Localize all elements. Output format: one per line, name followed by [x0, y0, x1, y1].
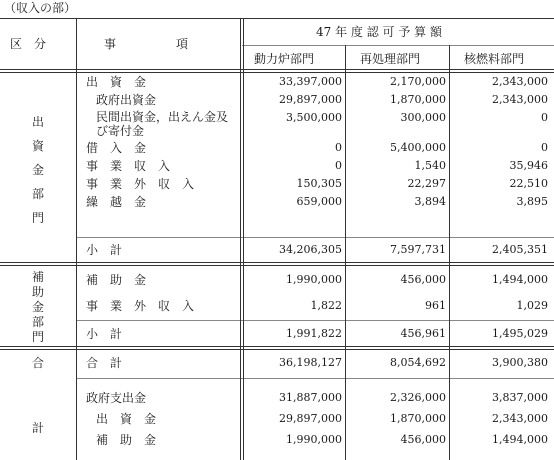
subtotal-cell: 2,405,351: [492, 243, 548, 256]
row-label: 借 入 金: [86, 141, 147, 155]
cell: 22,510: [509, 177, 548, 190]
rule-section2-end: [0, 346, 554, 350]
cell: 35,946: [509, 159, 548, 172]
cell: 0: [335, 159, 342, 172]
row-label: 政府支出金: [86, 391, 147, 405]
subtotal-cell: 7,597,731: [390, 243, 446, 256]
rule-col-kubun: [76, 18, 77, 460]
cell: 456,000: [400, 273, 446, 286]
cell: 29,897,000: [279, 93, 342, 106]
cell: 5,400,000: [390, 141, 446, 154]
cell: 1,029: [516, 299, 548, 312]
subtotal-cell: 1,495,029: [492, 327, 548, 340]
row-label: 民間出資金，出えん金及び寄付金: [96, 110, 229, 138]
total-kubun-top: 合: [32, 356, 45, 370]
budget-table: [0, 18, 554, 460]
cell: 2,343,000: [492, 412, 548, 425]
subtotal-cell: 1,991,822: [286, 327, 342, 340]
cell: 1,540: [414, 159, 446, 172]
cell: 456,000: [400, 433, 446, 446]
rule-subtotal2: [76, 320, 554, 321]
rule-total: [76, 378, 554, 379]
cell: 3,500,000: [286, 111, 342, 124]
rule-section1-end: [0, 262, 554, 266]
cell: 2,343,000: [492, 75, 548, 88]
cell: 0: [541, 141, 548, 154]
subtotal-label: 小 計: [86, 243, 123, 257]
cell: 961: [425, 299, 446, 312]
total-cell: 8,054,692: [390, 356, 446, 369]
cell: 659,000: [296, 195, 342, 208]
header-jikou: 事 項: [104, 37, 189, 51]
total-kubun-bottom: 計: [32, 421, 45, 435]
row-label: 補 助 金: [96, 433, 157, 447]
cell: 31,887,000: [279, 391, 342, 404]
rule-col-2: [449, 45, 450, 460]
subtotal-cell: 34,206,305: [279, 243, 342, 256]
cell: 33,397,000: [279, 75, 342, 88]
cell: 1,822: [310, 299, 342, 312]
cell: 0: [335, 141, 342, 154]
cell: 150,305: [296, 177, 342, 190]
cell: 0: [541, 111, 548, 124]
cell: 2,326,000: [390, 391, 446, 404]
rule-col-items: [240, 18, 244, 460]
total-cell: 36,198,127: [279, 356, 342, 369]
cell: 29,897,000: [279, 412, 342, 425]
header-col-1: 動力炉部門: [254, 52, 315, 66]
rule-col-1: [345, 45, 346, 460]
section-label-shishikin: 出資金部門: [31, 115, 44, 225]
section-label-hojokin: 補助金部門: [31, 270, 44, 344]
rule-header-mid: [242, 45, 554, 46]
header-kubun: 区 分: [10, 37, 47, 51]
row-label: [86, 74, 238, 90]
header-col-2: 再処理部門: [360, 52, 421, 66]
row-label: 事 業 外 収 入: [86, 177, 195, 191]
cell: 2,170,000: [390, 75, 446, 88]
row-label: 繰 越 金: [86, 195, 147, 209]
total-cell: 3,900,380: [492, 356, 548, 369]
cell: 1,990,000: [286, 273, 342, 286]
header-col-3: 核燃料部門: [464, 52, 525, 66]
header-group-title: 47 年 度 認 可 予 算 額: [316, 25, 442, 39]
cell: 22,297: [407, 177, 446, 190]
rule-subtotal1: [76, 237, 554, 238]
row-label: 補 助 金: [86, 273, 147, 287]
cell: 1,870,000: [390, 412, 446, 425]
rule-header-bottom: [0, 69, 554, 73]
subtotal-cell: 456,961: [400, 327, 446, 340]
cell: 1,870,000: [390, 93, 446, 106]
row-label: 出 資 金: [96, 412, 157, 426]
cell: 2,343,000: [492, 93, 548, 106]
rule-top: [0, 18, 554, 19]
row-label: 事 業 収 入: [86, 159, 171, 173]
table-caption: （収入の部）: [4, 1, 77, 15]
cell: 3,837,000: [492, 391, 548, 404]
row-label-text: 出 資 金: [86, 75, 147, 89]
cell: 3,894: [414, 195, 446, 208]
cell: 1,990,000: [286, 433, 342, 446]
cell: 1,494,000: [492, 273, 548, 286]
row-label: 事 業 外 収 入: [86, 299, 195, 313]
cell: 1,494,000: [492, 433, 548, 446]
row-label: 政府出資金: [96, 93, 157, 107]
cell: 3,895: [516, 195, 548, 208]
cell: 300,000: [400, 111, 446, 124]
subtotal-label: 小 計: [86, 327, 123, 341]
total-label: 合 計: [86, 356, 123, 370]
